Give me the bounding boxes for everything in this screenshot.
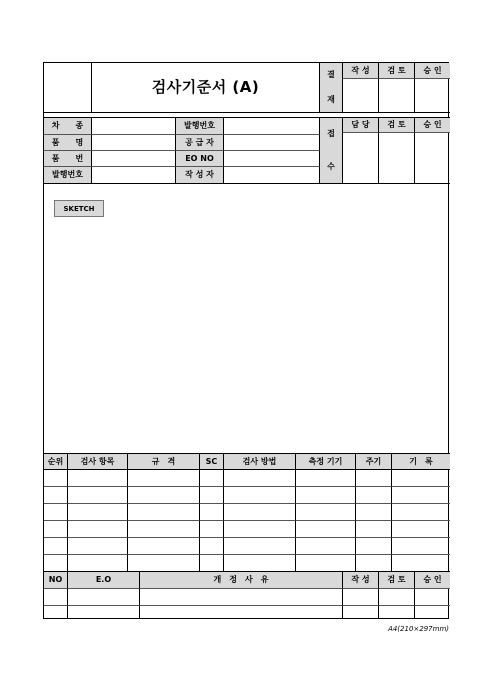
revision-cell-no[interactable] [44,589,68,606]
inspection-cell-inspection-method[interactable] [224,487,296,504]
inspection-cell-sc[interactable] [200,470,224,487]
inspection-cell-sc[interactable] [200,521,224,538]
label-part-number: 품 번 [44,151,92,167]
revision-col-approve: 승 인 [415,572,450,589]
approval-side-2: 재 [327,94,335,104]
inspection-cell-spec[interactable] [128,487,200,504]
inspection-cell-measuring-instrument[interactable] [296,487,356,504]
receipt-side-label [320,118,343,184]
inspection-cell-rank[interactable] [44,470,68,487]
inspection-cell-cycle[interactable] [356,504,392,521]
label-vehicle-type: 차 종 [44,118,92,135]
receipt-side-1: 접 [327,129,335,139]
approval-sign-review[interactable] [379,79,415,113]
approval-header-approve: 승 인 [415,63,450,79]
inspection-cell-cycle[interactable] [356,521,392,538]
inspection-cell-spec[interactable] [128,521,200,538]
inspection-col-spec: 규 격 [128,454,200,470]
revision-col-review: 검 토 [379,572,415,589]
inspection-cell-inspection-item[interactable] [68,504,128,521]
inspection-cell-inspection-method[interactable] [224,538,296,555]
inspection-col-inspection-method: 검사 방법 [224,454,296,470]
field-author[interactable] [224,167,320,184]
field-issue-number-left[interactable] [92,167,176,184]
approval-sign-writer[interactable] [343,79,379,113]
inspection-cell-inspection-item[interactable] [68,470,128,487]
inspection-cell-record[interactable] [392,487,450,504]
inspection-cell-cycle[interactable] [356,538,392,555]
revision-col-revision-reason: 개 정 사 유 [140,572,343,589]
receipt-header-review: 검 토 [379,118,415,133]
approval-side-1: 결 [327,70,335,80]
approval-side-label [320,63,343,113]
document-title: 검사기준서 (A) [92,63,320,113]
label-issue-number-left: 발행번호 [44,167,92,184]
inspection-standard-form [43,62,449,619]
inspection-cell-cycle[interactable] [356,487,392,504]
label-author: 작 성 자 [176,167,224,184]
paper-size-note: A4(210×297mm) [388,625,449,633]
approval-header-writer: 작 성 [343,63,379,79]
revision-col-no: NO [44,572,68,589]
inspection-cell-spec[interactable] [128,555,200,572]
revision-col-eo: E.O [68,572,140,589]
inspection-col-record: 기 록 [392,454,450,470]
inspection-cell-inspection-method[interactable] [224,504,296,521]
inspection-cell-inspection-item[interactable] [68,555,128,572]
inspection-cell-rank[interactable] [44,487,68,504]
revision-cell-review[interactable] [379,606,415,618]
revision-cell-revision-reason[interactable] [140,589,343,606]
inspection-cell-record[interactable] [392,555,450,572]
inspection-cell-sc[interactable] [200,487,224,504]
receipt-side-2: 수 [327,161,335,171]
receipt-sign-manager[interactable] [343,133,379,184]
receipt-header-manager: 담 당 [343,118,379,133]
revision-cell-writer[interactable] [343,589,379,606]
revision-cell-writer[interactable] [343,606,379,618]
revision-cell-approve[interactable] [415,589,450,606]
inspection-cell-measuring-instrument[interactable] [296,470,356,487]
inspection-cell-sc[interactable] [200,504,224,521]
inspection-cell-inspection-item[interactable] [68,538,128,555]
receipt-sign-approve[interactable] [415,133,450,184]
inspection-cell-inspection-method[interactable] [224,555,296,572]
inspection-cell-measuring-instrument[interactable] [296,538,356,555]
inspection-cell-measuring-instrument[interactable] [296,504,356,521]
inspection-cell-cycle[interactable] [356,555,392,572]
revision-cell-review[interactable] [379,589,415,606]
inspection-cell-rank[interactable] [44,555,68,572]
inspection-cell-spec[interactable] [128,470,200,487]
inspection-col-measuring-instrument: 측정 기기 [296,454,356,470]
inspection-col-cycle: 주기 [356,454,392,470]
label-issue-number: 발행번호 [176,118,224,135]
receipt-header-approve: 승 인 [415,118,450,133]
revision-cell-eo[interactable] [68,589,140,606]
revision-cell-no[interactable] [44,606,68,618]
field-part-number[interactable] [92,151,176,167]
inspection-cell-rank[interactable] [44,521,68,538]
inspection-cell-record[interactable] [392,521,450,538]
inspection-cell-record[interactable] [392,538,450,555]
revision-cell-approve[interactable] [415,606,450,618]
inspection-cell-inspection-item[interactable] [68,521,128,538]
sketch-button[interactable]: SKETCH [54,200,104,217]
inspection-cell-inspection-item[interactable] [68,487,128,504]
field-eo-no[interactable] [224,151,320,167]
inspection-cell-rank[interactable] [44,504,68,521]
revision-cell-eo[interactable] [68,606,140,618]
label-eo-no: EO NO [176,151,224,167]
field-issue-number[interactable] [224,118,320,135]
field-supplier[interactable] [224,135,320,151]
approval-header-review: 검 토 [379,63,415,79]
revision-col-writer: 작 성 [343,572,379,589]
label-part-name: 품 명 [44,135,92,151]
inspection-col-sc: SC [200,454,224,470]
field-vehicle-type[interactable] [92,118,176,135]
inspection-cell-spec[interactable] [128,504,200,521]
label-supplier: 공 급 자 [176,135,224,151]
logo-box [44,63,92,113]
inspection-cell-sc[interactable] [200,555,224,572]
inspection-col-rank: 순위 [44,454,68,470]
sketch-area[interactable] [44,184,450,454]
inspection-cell-measuring-instrument[interactable] [296,555,356,572]
receipt-sign-review[interactable] [379,133,415,184]
inspection-cell-measuring-instrument[interactable] [296,521,356,538]
inspection-cell-record[interactable] [392,470,450,487]
inspection-cell-record[interactable] [392,504,450,521]
approval-sign-approve[interactable] [415,79,450,113]
inspection-col-inspection-item: 검사 항목 [68,454,128,470]
inspection-cell-inspection-method[interactable] [224,470,296,487]
inspection-cell-inspection-method[interactable] [224,521,296,538]
revision-cell-revision-reason[interactable] [140,606,343,618]
inspection-cell-spec[interactable] [128,538,200,555]
inspection-cell-cycle[interactable] [356,470,392,487]
inspection-cell-rank[interactable] [44,538,68,555]
field-part-name[interactable] [92,135,176,151]
inspection-cell-sc[interactable] [200,538,224,555]
